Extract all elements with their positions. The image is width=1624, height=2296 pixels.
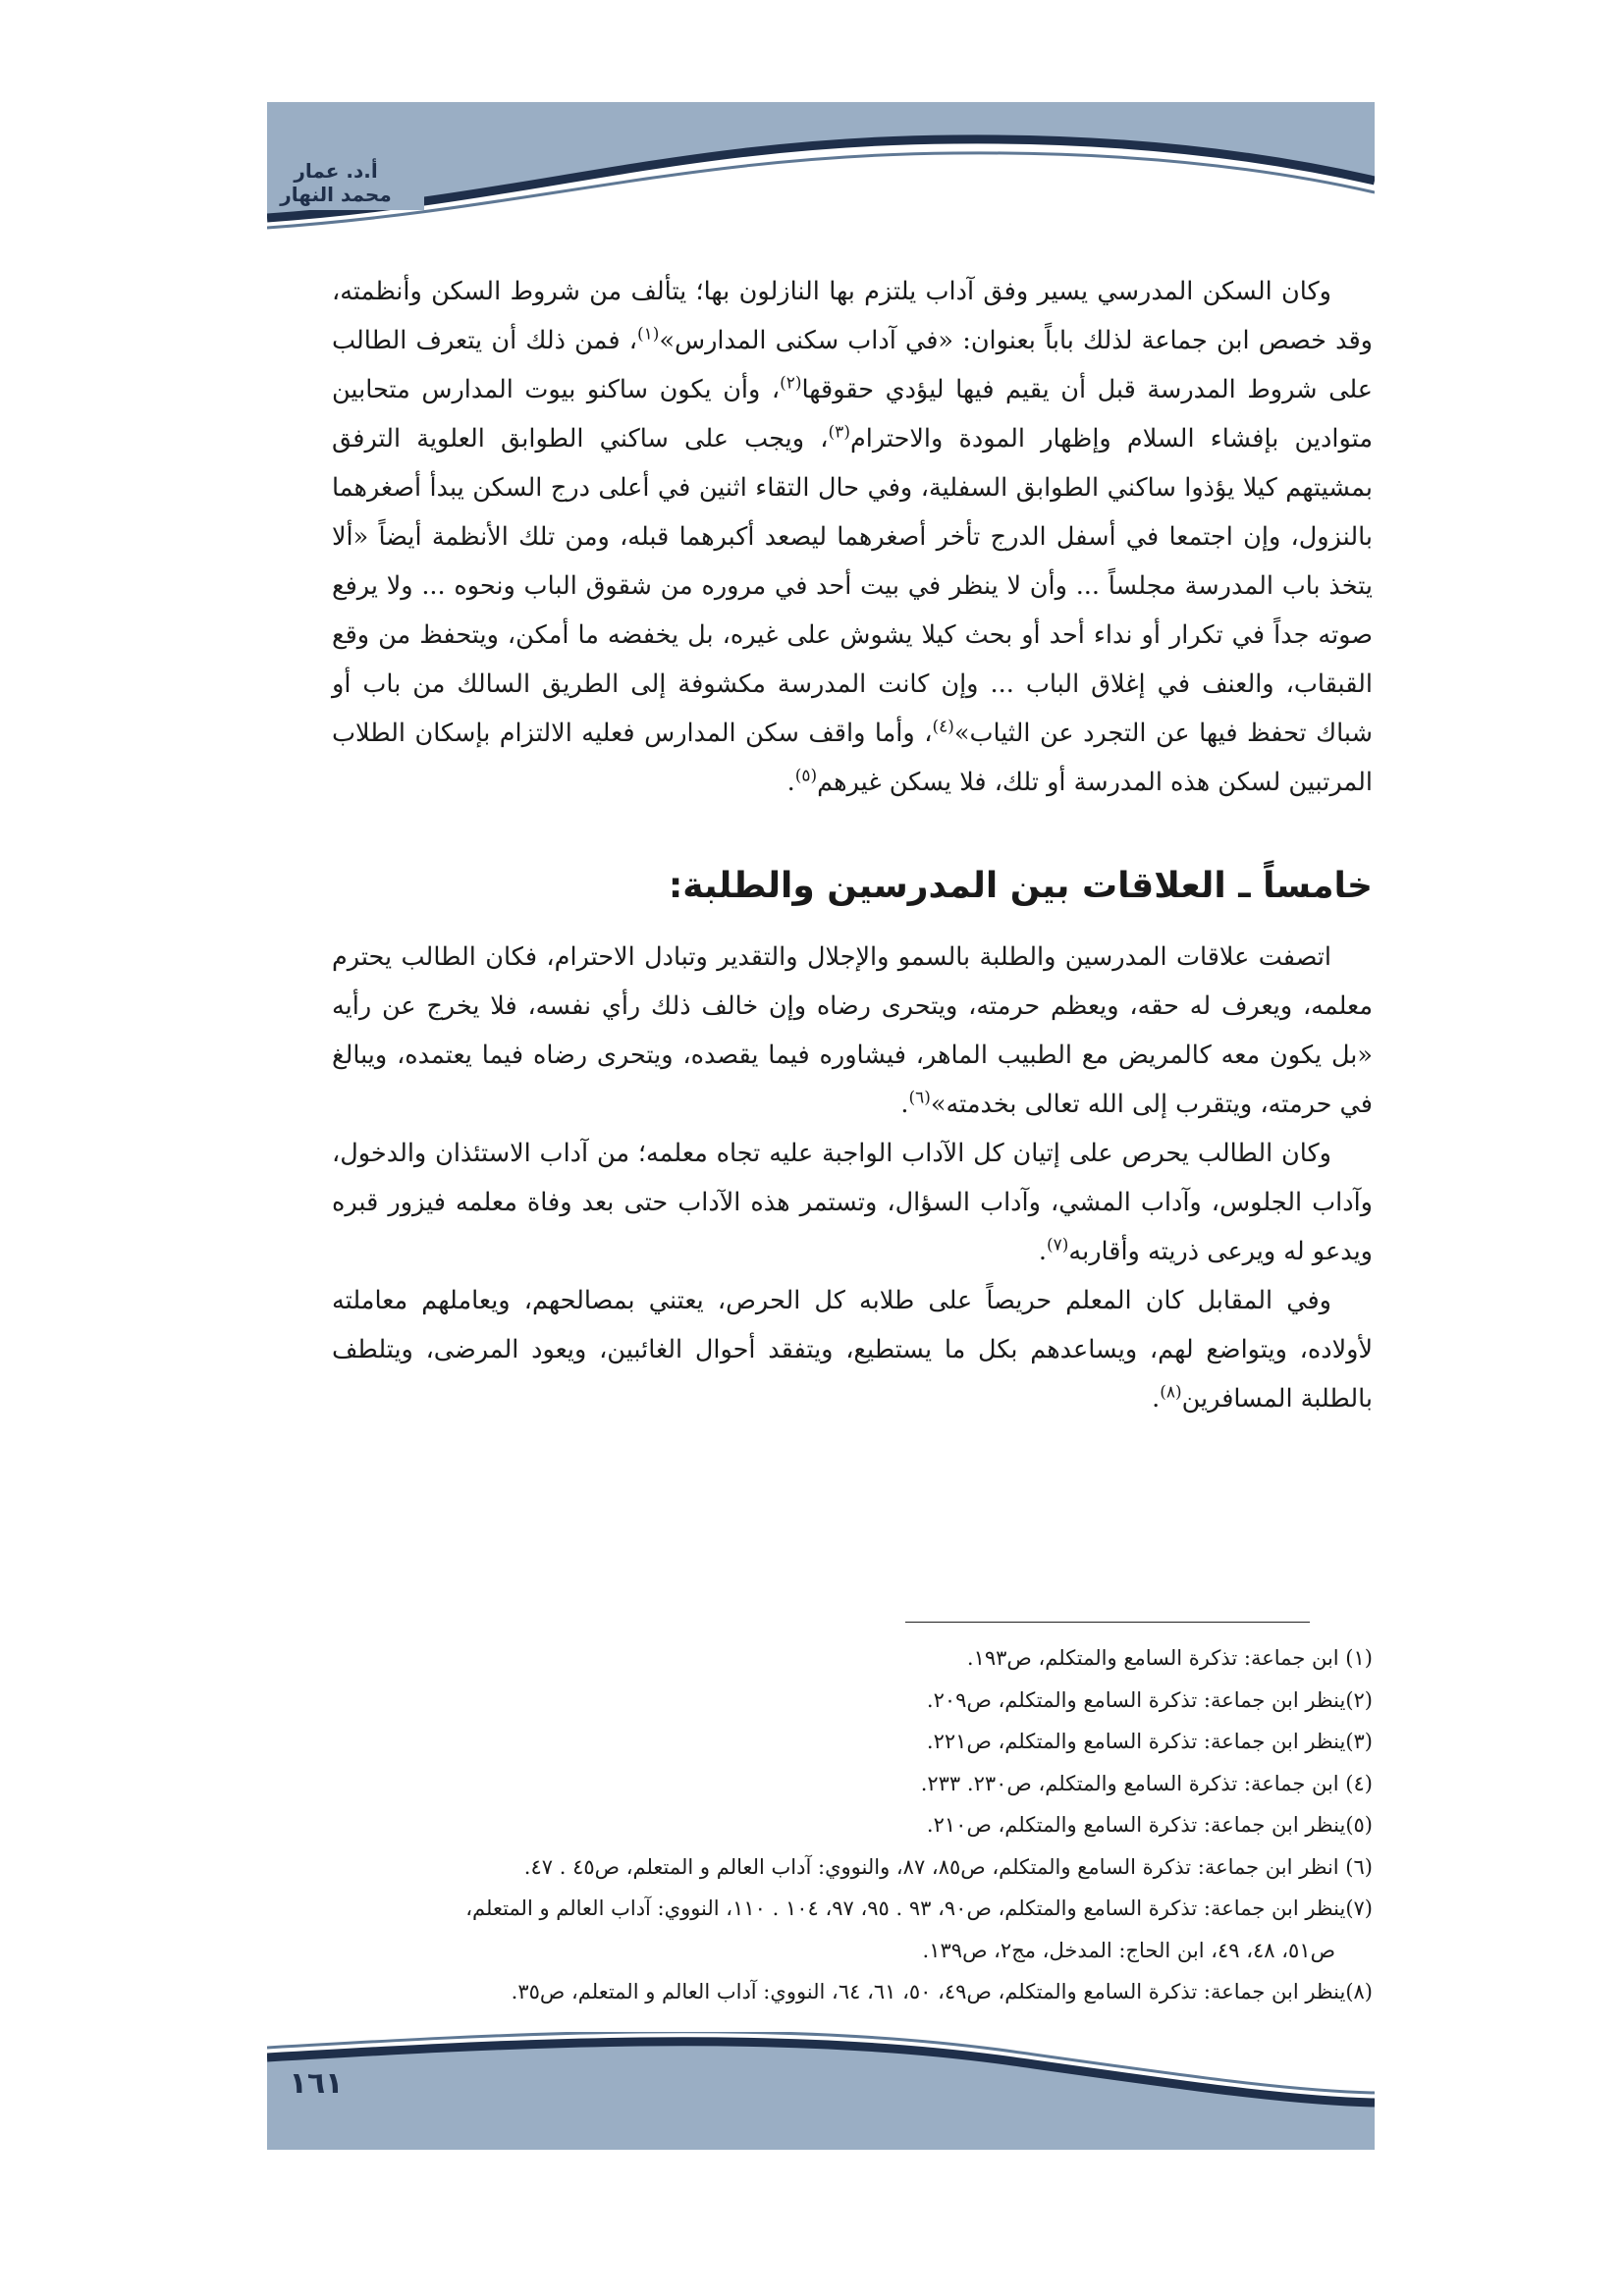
- paragraph: [332, 933, 1373, 1129]
- footnote: [332, 1971, 1373, 2013]
- paragraph-text: ، فمن ذلك أن يتعرف الطالب على شروط المدرسة قبل أن يقيم فيها ليؤدي حقوقها: [332, 326, 1373, 404]
- paragraph-text: ، ويجب على ساكني الطوابق العلوية الترفق بمشيتهم كيلا يؤذوا ساكني الطوابق السفلية، وفي حال التقاء اثنين في أعلى درج السكن يبدأ أصغرهما بالنزول، وإن اجتمعا في أسفل الدرج تأخر أصغرهما ليصعد أكبرهما قبله، ومن تلك الأنظمة أيضاً «ألا يتخذ باب المدرسة مجلساً ... وأن لا ينظر في بيت أحد في مروره من شقوق الباب ونحوه ... ولا يرفع صوته جداً في تكرار أو نداء أحد أو بحث كيلا يشوش على غيره، بل يخفضه ما أمكن، ويتحفظ من وقع القبقاب، والعنف في إغلاق الباب ... وإن كانت المدرسة مكشوفة إلى الطريق السالك من باب أو شباك تحفظ فيها عن التجرد عن الثياب»: [332, 424, 1373, 748]
- footnote-reference[interactable]: (٤): [932, 717, 954, 737]
- footnote-text: (٨)ينظر ابن جماعة: تذكرة السامع والمتكلم، ص٤٩، ٥٠، ٦١، ٦٤، النووي: آداب العالم و المتعلم، ص٣٥.: [511, 1980, 1373, 2003]
- footer-wave-graphic: [267, 2032, 1375, 2150]
- main-content: [332, 267, 1373, 1423]
- footnote-reference[interactable]: (١): [636, 324, 660, 345]
- header-band: [267, 102, 1375, 255]
- footnote-separator: [905, 1622, 1310, 1623]
- footnote: [332, 1680, 1373, 1722]
- paragraph-text: وفي المقابل كان المعلم حريصاً على طلابه كل الحرص، يعتني بمصالحهم، ويعاملهم معاملته لأولاده، ويتواضع لهم، ويساعدهم بكل ما يستطيع، ويتفقد أحوال الغائبين، ويعود المرضى، ويتلطف بالطلبة المسافرين: [332, 1286, 1373, 1414]
- footnote: [332, 1763, 1373, 1805]
- footnote-text: (٢)ينظر ابن جماعة: تذكرة السامع والمتكلم، ص٢٠٩.: [926, 1687, 1373, 1712]
- paragraph-text: .: [1038, 1237, 1047, 1266]
- paragraph-text: ، وأن يكون ساكنو بيوت المدارس متحابين متوادين بإفشاء السلام وإظهار المودة والاحترام: [332, 375, 1373, 454]
- paragraph-text: ، وأما واقف سكن المدارس فعليه الالتزام بإسكان الطلاب المرتبين لسكن هذه المدرسة أو تلك، فلا يسكن غيرهم: [332, 719, 1373, 797]
- footnote-reference[interactable]: (٣): [828, 422, 850, 443]
- paragraph-text: .: [1152, 1384, 1161, 1414]
- footnote-text: (٤) ابن جماعة: تذكرة السامع والمتكلم، ص٢٣٠. ٢٣٣.: [920, 1771, 1373, 1795]
- footnote-text: (٥)ينظر ابن جماعة: تذكرة السامع والمتكلم، ص٢١٠.: [926, 1813, 1373, 1837]
- paragraph: [332, 1276, 1373, 1423]
- paragraph-text: وكان السكن المدرسي يسير وفق آداب يلتزم بها النازلون بها؛ يتألف من شروط السكن وأنظمته، وقد خصص ابن جماعة لذلك باباً بعنوان: «في آداب سكنى المدارس»: [332, 277, 1373, 355]
- section-5-paragraphs: [332, 933, 1373, 1423]
- footnote-reference[interactable]: (٨): [1160, 1382, 1182, 1403]
- section-4-paragraphs: [332, 267, 1373, 807]
- footnote-reference[interactable]: (٢): [780, 373, 802, 394]
- footnote-reference[interactable]: (٧): [1047, 1235, 1069, 1255]
- footnote-reference[interactable]: (٦): [908, 1088, 931, 1108]
- section-heading: خامساً ـ العلاقات بين المدرسين والطلبة:: [668, 866, 1373, 906]
- footnote: [332, 1721, 1373, 1763]
- paragraph: [332, 1129, 1373, 1276]
- header-wave-graphic: [267, 102, 1375, 255]
- footnote: [332, 1804, 1373, 1846]
- running-head-author: أ.د. عمار محمد النهار: [280, 159, 392, 206]
- section-spacer: [332, 807, 1373, 836]
- footnote-reference[interactable]: (٥): [794, 766, 818, 786]
- paragraph-text: وكان الطالب يحرص على إتيان كل الآداب الواجبة عليه تجاه معلمه؛ من آداب الاستئذان والدخول، وآداب الجلوس، وآداب المشي، وآداب السؤال، وتستمر هذه الآداب حتى بعد وفاة معلمه فيزور قبره ويدعو له ويرعى ذريته وأقاربه: [332, 1139, 1373, 1266]
- footnote-text: (١) ابن جماعة: تذكرة السامع والمتكلم، ص١٩٣.: [966, 1646, 1373, 1670]
- footnote-text: (٣)ينظر ابن جماعة: تذكرة السامع والمتكلم، ص٢٢١.: [926, 1730, 1373, 1753]
- paragraph-text: اتصفت علاقات المدرسين والطلبة بالسمو والإجلال والتقدير وتبادل الاحترام، فكان الطالب يحترم معلمه، ويعرف له حقه، ويعظم حرمته، ويتحرى رضاه وإن خالف ذلك رأي نفسه، فلا يخرج عن رأيه «بل يكون معه كالمريض مع الطبيب الماهر، فيشاوره فيما يقصده، ويتحرى رضاه فيما يعتمده، ويبالغ في حرمته، ويتقرب إلى الله تعالى بخدمته»: [332, 942, 1373, 1119]
- footnotes: [332, 1637, 1373, 2013]
- footnote: [332, 1846, 1373, 1889]
- footnote-text: (٦) انظر ابن جماعة: تذكرة السامع والمتكلم، ص٨٥، ٨٧، والنووي: آداب العالم و المتعلم، ص٤٥ . ٤٧.: [523, 1854, 1373, 1879]
- footer-band: [267, 2032, 1375, 2150]
- footnote: [332, 1637, 1373, 1680]
- paragraph-text: .: [786, 768, 795, 797]
- paragraph: [332, 267, 1373, 807]
- footnote-continuation: ص٥١، ٤٨، ٤٩، ابن الحاج: المدخل، مج٢، ص١٣٩.: [922, 1938, 1335, 1962]
- page-number: ١٦١: [289, 2066, 344, 2101]
- paragraph-text: .: [900, 1090, 909, 1119]
- footnote-text: (٧)ينظر ابن جماعة: تذكرة السامع والمتكلم، ص٩٠، ٩٣ . ٩٥، ٩٧، ١٠٤ . ١١٠، النووي: آداب العالم و المتعلم،: [465, 1896, 1373, 1920]
- footnote: [332, 1888, 1373, 1971]
